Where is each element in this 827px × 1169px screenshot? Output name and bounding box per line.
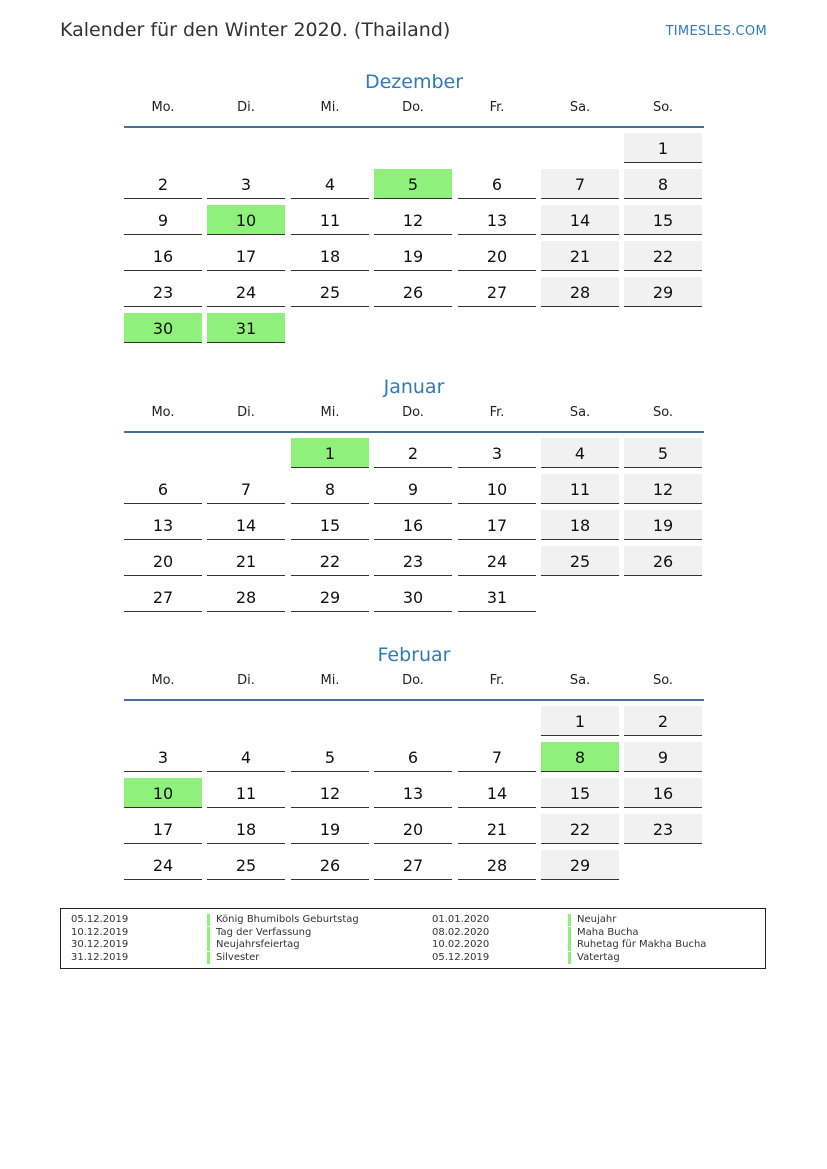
- day-cell: 6: [458, 169, 536, 199]
- day-cell: 7: [541, 169, 619, 199]
- weekday-header: [124, 405, 704, 431]
- day-cell: 4: [207, 742, 285, 772]
- weekday-label: Do.: [402, 673, 424, 688]
- day-cell: 3: [207, 169, 285, 199]
- day-cell: 13: [458, 205, 536, 235]
- day-cell: 28: [458, 850, 536, 880]
- day-cell: 14: [207, 510, 285, 540]
- day-cell: 18: [541, 510, 619, 540]
- day-cell: 13: [124, 510, 202, 540]
- legend-holiday-name: Neujahrsfeiertag: [207, 939, 300, 951]
- legend-date: 08.02.2020: [432, 926, 490, 938]
- weekday-label: Fr.: [489, 100, 505, 115]
- weekday-label: Mi.: [320, 405, 340, 420]
- day-cell: 4: [291, 169, 369, 199]
- day-cell: 24: [124, 850, 202, 880]
- day-grid: [124, 133, 704, 349]
- legend-holiday-name: König Bhumibols Geburtstag: [207, 914, 359, 926]
- day-cell: 11: [291, 205, 369, 235]
- day-cell: 14: [458, 778, 536, 808]
- day-cell: 23: [624, 814, 702, 844]
- holiday-day-cell: 1: [291, 438, 369, 468]
- holiday-day-cell: 10: [124, 778, 202, 808]
- weekday-label: Mi.: [320, 100, 340, 115]
- weekday-label: Fr.: [489, 673, 505, 688]
- legend-holiday-name: Silvester: [207, 952, 259, 964]
- day-cell: 12: [624, 474, 702, 504]
- weekday-label: Fr.: [489, 405, 505, 420]
- day-cell: 19: [374, 241, 452, 271]
- holiday-day-cell: 5: [374, 169, 452, 199]
- month-title: Januar: [383, 376, 445, 398]
- day-cell: 5: [291, 742, 369, 772]
- page-title: Kalender für den Winter 2020. (Thailand): [60, 19, 451, 41]
- day-cell: 18: [291, 241, 369, 271]
- legend-holiday-name: Neujahr: [568, 914, 616, 926]
- legend-date: 05.12.2019: [432, 952, 490, 964]
- day-cell: 26: [374, 277, 452, 307]
- day-cell: 9: [124, 205, 202, 235]
- weekday-label: Sa.: [569, 100, 591, 115]
- day-cell: 5: [624, 438, 702, 468]
- day-cell: 17: [124, 814, 202, 844]
- weekday-label: Mo.: [151, 673, 175, 688]
- day-cell: 6: [374, 742, 452, 772]
- day-cell: 31: [458, 582, 536, 612]
- day-cell: 30: [374, 582, 452, 612]
- day-cell: 14: [541, 205, 619, 235]
- day-cell: 21: [207, 546, 285, 576]
- day-cell: 7: [207, 474, 285, 504]
- legend-date: 10.12.2019: [71, 926, 129, 938]
- day-cell: 1: [541, 706, 619, 736]
- month-title: Februar: [377, 644, 451, 666]
- day-cell: 27: [124, 582, 202, 612]
- day-cell: 3: [458, 438, 536, 468]
- day-cell: 16: [624, 778, 702, 808]
- day-cell: 6: [124, 474, 202, 504]
- day-cell: 15: [541, 778, 619, 808]
- day-cell: 20: [458, 241, 536, 271]
- day-cell: 20: [374, 814, 452, 844]
- day-cell: 2: [624, 706, 702, 736]
- day-cell: 9: [624, 742, 702, 772]
- legend-date: 30.12.2019: [71, 939, 129, 951]
- legend-holiday-name: Vatertag: [568, 952, 620, 964]
- weekday-label: Mo.: [151, 405, 175, 420]
- day-grid: [124, 438, 704, 618]
- day-cell: 23: [124, 277, 202, 307]
- day-cell: 11: [541, 474, 619, 504]
- header-divider: [124, 126, 704, 128]
- day-cell: 27: [374, 850, 452, 880]
- day-cell: 21: [541, 241, 619, 271]
- day-cell: 23: [374, 546, 452, 576]
- day-cell: 2: [124, 169, 202, 199]
- day-cell: 25: [207, 850, 285, 880]
- day-cell: 29: [291, 582, 369, 612]
- weekday-header: [124, 673, 704, 699]
- day-cell: 2: [374, 438, 452, 468]
- weekday-label: Sa.: [569, 673, 591, 688]
- holiday-day-cell: 8: [541, 742, 619, 772]
- day-cell: 3: [124, 742, 202, 772]
- day-cell: 22: [291, 546, 369, 576]
- header-divider: [124, 699, 704, 701]
- day-cell: 11: [207, 778, 285, 808]
- day-cell: 20: [124, 546, 202, 576]
- day-cell: 22: [541, 814, 619, 844]
- day-cell: 28: [541, 277, 619, 307]
- day-cell: 10: [458, 474, 536, 504]
- weekday-label: So.: [652, 100, 674, 115]
- day-cell: 19: [291, 814, 369, 844]
- legend-holiday-name: Maha Bucha: [568, 927, 639, 939]
- holiday-day-cell: 10: [207, 205, 285, 235]
- weekday-label: Mo.: [151, 100, 175, 115]
- day-cell: 15: [624, 205, 702, 235]
- holiday-legend: [60, 908, 766, 969]
- day-cell: 25: [291, 277, 369, 307]
- day-cell: 16: [124, 241, 202, 271]
- day-cell: 29: [624, 277, 702, 307]
- day-cell: 29: [541, 850, 619, 880]
- day-cell: 7: [458, 742, 536, 772]
- month-title: Dezember: [364, 71, 464, 93]
- legend-date: 10.02.2020: [432, 939, 490, 951]
- weekday-label: Do.: [402, 100, 424, 115]
- day-cell: 16: [374, 510, 452, 540]
- day-cell: 8: [291, 474, 369, 504]
- day-cell: 24: [458, 546, 536, 576]
- weekday-label: Mi.: [320, 673, 340, 688]
- day-cell: 17: [207, 241, 285, 271]
- day-cell: 28: [207, 582, 285, 612]
- weekday-label: Sa.: [569, 405, 591, 420]
- weekday-label: Di.: [237, 673, 255, 688]
- weekday-label: Di.: [237, 405, 255, 420]
- day-cell: 17: [458, 510, 536, 540]
- weekday-label: Do.: [402, 405, 424, 420]
- day-cell: 27: [458, 277, 536, 307]
- day-cell: 24: [207, 277, 285, 307]
- weekday-label: So.: [652, 673, 674, 688]
- day-cell: 26: [291, 850, 369, 880]
- legend-holiday-name: Tag der Verfassung: [207, 927, 311, 939]
- day-cell: 18: [207, 814, 285, 844]
- weekday-label: Di.: [237, 100, 255, 115]
- day-cell: 21: [458, 814, 536, 844]
- brand-link[interactable]: TIMESLES.COM: [665, 24, 767, 39]
- day-cell: 9: [374, 474, 452, 504]
- month-januar: [124, 375, 704, 618]
- holiday-day-cell: 31: [207, 313, 285, 343]
- day-cell: 8: [624, 169, 702, 199]
- day-cell: 12: [374, 205, 452, 235]
- month-dezember: [124, 70, 704, 349]
- legend-holiday-name: Ruhetag für Makha Bucha: [568, 939, 706, 951]
- legend-date: 01.01.2020: [432, 914, 490, 925]
- holiday-day-cell: 30: [124, 313, 202, 343]
- legend-date: 05.12.2019: [71, 914, 129, 925]
- legend-date: 31.12.2019: [71, 952, 129, 964]
- header-divider: [124, 431, 704, 433]
- weekday-header: [124, 100, 704, 126]
- day-cell: 26: [624, 546, 702, 576]
- weekday-label: So.: [652, 405, 674, 420]
- day-cell: 4: [541, 438, 619, 468]
- day-cell: 22: [624, 241, 702, 271]
- day-cell: 19: [624, 510, 702, 540]
- day-cell: 1: [624, 133, 702, 163]
- day-cell: 25: [541, 546, 619, 576]
- day-grid: [124, 706, 704, 886]
- month-februar: [124, 643, 704, 886]
- day-cell: 12: [291, 778, 369, 808]
- day-cell: 15: [291, 510, 369, 540]
- day-cell: 13: [374, 778, 452, 808]
